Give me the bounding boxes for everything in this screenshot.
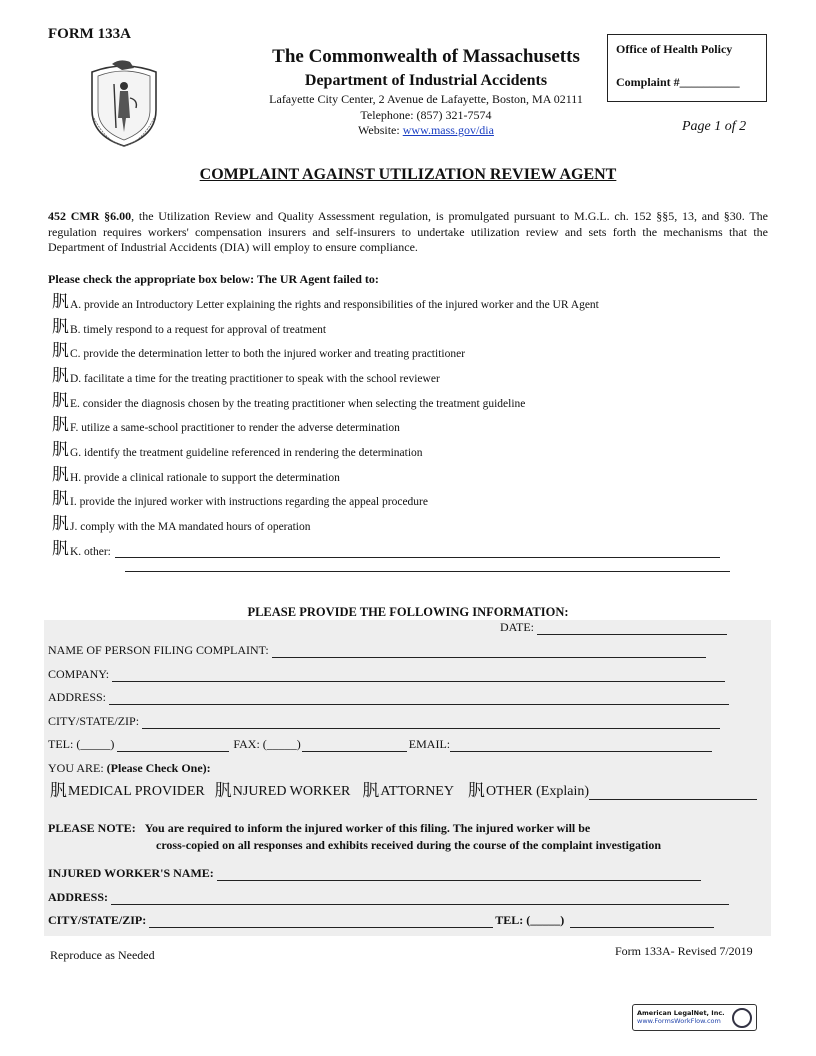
department-telephone: Telephone: (857) 321-7574 [360,108,492,122]
department-address: Lafayette City Center, 2 Avenue de Lafayette, Boston, MA 02111 [269,92,583,106]
notice-line-1: You are required to inform the injured worker of this filing. The injured worker will be [144,821,591,835]
checkbox-icon[interactable]: 䏎 [214,781,232,801]
notice [48,821,768,853]
email-label: EMAIL: [408,737,451,751]
commonwealth-seal-icon [86,58,162,148]
tel-input[interactable] [117,740,229,752]
address-field [48,690,729,705]
department-name: Department of Industrial Accidents [304,72,548,89]
globe-icon [732,1008,752,1028]
badge-company: American LegalNet, Inc. [637,1009,725,1017]
checklist-item[interactable] [52,388,525,410]
checklist-item[interactable] [52,314,326,336]
other-input-line-2[interactable] [125,560,730,572]
date-input[interactable] [537,623,727,635]
address-label: ADDRESS: [48,690,107,704]
checklist-item-label: D. facilitate a time for the treating practitioner to speak with the school reviewer [70,373,440,385]
injured-address-input[interactable] [111,893,729,905]
injured-address-field [48,890,729,905]
injured-name-field [48,866,701,881]
date-field [500,620,727,635]
contact-row [48,737,712,752]
checkbox-icon[interactable]: 䏎 [52,514,69,534]
fax-input[interactable] [302,740,407,752]
check-one-label: (Please Check One): [106,761,211,775]
you-are-row [48,761,211,776]
checklist-item-label: A. provide an Introductory Letter explaining the rights and responsibilities of the injured worker and the UR Agent [70,299,599,311]
address-input[interactable] [109,693,729,705]
form-number: FORM 133A [48,26,131,42]
checklist-item-label: G. identify the treatment guideline referenced in rendering the determination [70,447,423,459]
filer-name-field [48,643,706,658]
checkbox-icon[interactable]: 䏎 [52,317,69,337]
page-title [0,166,816,184]
checklist-item[interactable] [52,462,340,484]
other-input-line[interactable] [115,546,720,558]
checklist-item[interactable] [52,437,423,459]
injured-tel-label: TEL: (_____) [495,913,565,927]
checklist-item-label: B. timely respond to a request for approval of treatment [70,324,327,336]
checklist-item[interactable] [52,289,599,311]
revision-note: Form 133A- Revised 7/2019 [615,944,753,958]
city-input[interactable] [142,717,720,729]
notice-line-2: cross-copied on all responses and exhibits received during the course of the complaint investigation [156,838,662,852]
intro-citation: 452 CMR §6.00 [48,209,132,223]
you-are-label: YOU ARE: [48,761,104,775]
role-options [50,783,757,800]
checklist-item[interactable] [52,511,311,533]
checkbox-icon[interactable]: 䏎 [52,465,69,485]
company-input[interactable] [112,670,725,682]
date-label: DATE: [500,620,534,634]
info-heading: PLEASE PROVIDE THE FOLLOWING INFORMATION: [247,605,569,619]
city-field [48,714,720,729]
injured-city-label: CITY/STATE/ZIP: [48,913,147,927]
checklist-item-label: K. other: [70,546,111,558]
notice-label: PLEASE NOTE: [48,821,136,835]
checkbox-icon[interactable]: 䏎 [52,489,69,509]
checklist-item-label: C. provide the determination letter to both the injured worker and treating practitioner [70,348,466,360]
role-medical-provider[interactable]: MEDICAL PROVIDER [68,784,205,799]
intro-paragraph [48,209,768,256]
checklist-heading: Please check the appropriate box below: The UR Agent failed to: [48,272,379,286]
reproduce-note: Reproduce as Needed [50,948,155,962]
company-field [48,667,725,682]
filer-name-label: NAME OF PERSON FILING COMPLAINT: [48,643,269,657]
checklist-item[interactable] [52,363,440,385]
checkbox-icon[interactable]: 䏎 [52,440,69,460]
checklist-item-label: F. utilize a same-school practitioner to render the adverse determination [70,422,400,434]
office-name: Office of Health Policy [616,42,733,56]
injured-tel-input[interactable] [570,916,714,928]
role-injured-worker[interactable]: NJURED WORKER [232,784,351,799]
checkbox-icon[interactable]: 䏎 [52,539,69,559]
checklist-item[interactable] [52,486,428,508]
checkbox-icon[interactable]: 䏎 [50,781,67,801]
commonwealth-title: The Commonwealth of Massachusetts [272,46,580,67]
role-attorney[interactable]: ATTORNEY [380,784,454,799]
checklist-item-label: I. provide the injured worker with instructions regarding the appeal procedure [70,496,428,508]
company-label: COMPANY: [48,667,110,681]
checklist-item[interactable] [52,412,400,434]
title-text: COMPLAINT AGAINST UTILIZATION REVIEW AGENT [199,166,617,183]
injured-address-label: ADDRESS: [48,890,109,904]
checklist-item-label: E. consider the diagnosis chosen by the treating practitioner when selecting the treatment guideline [70,398,526,410]
city-label: CITY/STATE/ZIP: [48,714,140,728]
fax-label: FAX: (_____) [233,737,301,751]
filer-name-input[interactable] [272,646,706,658]
checkbox-icon[interactable]: 䏎 [467,781,485,801]
checklist-item[interactable] [52,338,465,360]
injured-city-row [48,913,714,928]
email-input[interactable] [450,740,712,752]
checklist-item-label: J. comply with the MA mandated hours of operation [70,521,311,533]
injured-city-input[interactable] [149,916,493,928]
page-indicator: Page 1 of 2 [682,119,747,134]
checkbox-icon[interactable]: 䏎 [52,366,69,386]
intro-text: , the Utilization Review and Quality Assessment regulation, is promulgated pursuant to M.G.L. ch. 152 §§5, 13, and §30. The regulation requires workers' compensation insurers and self-insurers to undertake utilization review and sets forth the mechanisms that the Department of Industrial Accidents (DIA) will employ to ensure compliance. [48,209,768,254]
checkbox-icon[interactable]: 䏎 [52,341,69,361]
checkbox-icon[interactable]: 䏎 [52,391,69,411]
checkbox-icon[interactable]: 䏎 [52,415,69,435]
injured-name-label: INJURED WORKER'S NAME: [48,866,214,880]
checkbox-icon[interactable]: 䏎 [52,292,69,312]
department-website [236,123,616,138]
badge-url: www.FormsWorkFlow.com [637,1017,721,1025]
website-label: Website: [358,123,403,137]
tel-label: TEL: (_____) [48,737,115,751]
complaint-number-field[interactable]: Complaint #__________ [616,75,740,89]
legalnet-badge[interactable] [632,1004,757,1031]
other-explain-input[interactable] [589,788,757,800]
office-box [607,34,767,102]
checkbox-icon[interactable]: 䏎 [362,781,380,801]
checklist-item[interactable] [52,536,720,558]
role-other[interactable]: OTHER (Explain) [485,784,590,799]
checklist-item-label: H. provide a clinical rationale to support the determination [70,472,340,484]
injured-name-input[interactable] [217,869,701,881]
website-link[interactable]: www.mass.gov/dia [402,123,494,137]
